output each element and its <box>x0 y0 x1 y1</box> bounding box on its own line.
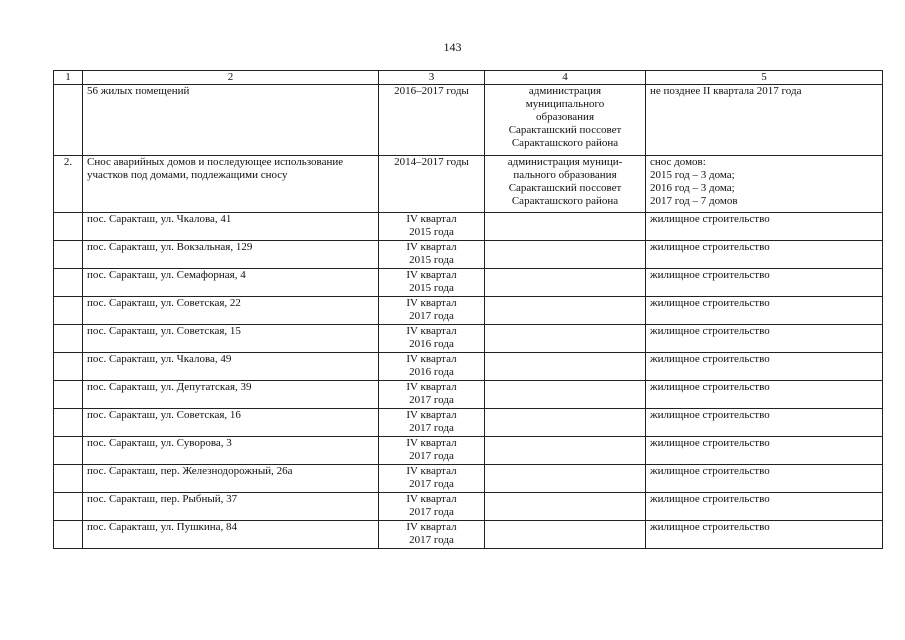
row-executor <box>485 409 646 437</box>
row-executor <box>485 241 646 269</box>
period-line: 2016 года <box>409 338 454 350</box>
row-name: пос. Саракташ, пер. Железнодорожный, 26а <box>83 465 379 493</box>
row-period <box>379 213 485 241</box>
row-period <box>379 269 485 297</box>
column-number: 3 <box>379 71 485 85</box>
period-line: 2015 года <box>409 282 454 294</box>
period-line: IV квартал <box>406 213 457 225</box>
executor-line: Саракташского района <box>511 195 619 207</box>
row-result: жилищное строительство <box>646 465 883 493</box>
table-row <box>54 269 883 297</box>
row-result: жилищное строительство <box>646 521 883 549</box>
row-result: жилищное строительство <box>646 493 883 521</box>
row-period <box>379 409 485 437</box>
row-result: жилищное строительство <box>646 213 883 241</box>
table-row <box>54 353 883 381</box>
row-name: пос. Саракташ, ул. Советская, 15 <box>83 325 379 353</box>
period-line: IV квартал <box>406 409 457 421</box>
executor-line: администрация муници- <box>507 156 623 168</box>
row-result: жилищное строительство <box>646 353 883 381</box>
row-result <box>646 156 883 213</box>
period-line: IV квартал <box>406 269 457 281</box>
period-line: IV квартал <box>406 241 457 253</box>
row-result: жилищное строительство <box>646 241 883 269</box>
row-executor <box>485 269 646 297</box>
period-line: 2017 года <box>409 450 454 462</box>
row-number <box>54 297 83 325</box>
row-name: 56 жилых помещений <box>83 85 379 156</box>
row-number: 2. <box>54 156 83 213</box>
row-period: 2014–2017 годы <box>379 156 485 213</box>
result-line: снос домов: <box>650 156 706 168</box>
table-row <box>54 325 883 353</box>
column-number: 4 <box>485 71 646 85</box>
row-number <box>54 353 83 381</box>
row-name: пос. Саракташ, ул. Советская, 22 <box>83 297 379 325</box>
row-executor <box>485 85 646 156</box>
row-result: жилищное строительство <box>646 409 883 437</box>
row-executor <box>485 465 646 493</box>
period-line: IV квартал <box>406 437 457 449</box>
row-result: жилищное строительство <box>646 269 883 297</box>
row-number <box>54 409 83 437</box>
row-number <box>54 493 83 521</box>
row-name: пос. Саракташ, ул. Суворова, 3 <box>83 437 379 465</box>
row-executor <box>485 213 646 241</box>
executor-line: администрация <box>528 85 602 97</box>
period-line: 2016 года <box>409 366 454 378</box>
row-name: Снос аварийных домов и последующее использование участков под домами, подлежащими сносу <box>83 156 379 213</box>
row-executor <box>485 493 646 521</box>
row-result: жилищное строительство <box>646 297 883 325</box>
row-result: жилищное строительство <box>646 381 883 409</box>
row-executor <box>485 437 646 465</box>
table-row <box>54 521 883 549</box>
row-executor <box>485 156 646 213</box>
table-row <box>54 297 883 325</box>
row-executor <box>485 325 646 353</box>
period-line: IV квартал <box>406 465 457 477</box>
column-number: 1 <box>54 71 83 85</box>
period-line: IV квартал <box>406 325 457 337</box>
row-period: 2016–2017 годы <box>379 85 485 156</box>
result-line: 2016 год – 3 дома; <box>650 182 735 194</box>
period-line: 2015 года <box>409 254 454 266</box>
row-number <box>54 241 83 269</box>
table-row <box>54 213 883 241</box>
period-line: 2017 года <box>409 310 454 322</box>
column-number-row <box>54 71 883 85</box>
row-name: пос. Саракташ, ул. Семафорная, 4 <box>83 269 379 297</box>
row-number <box>54 325 83 353</box>
period-line: IV квартал <box>406 353 457 365</box>
row-executor <box>485 353 646 381</box>
row-executor <box>485 297 646 325</box>
table-row <box>54 381 883 409</box>
executor-line: Саракташский поссовет <box>508 124 622 136</box>
row-result: жилищное строительство <box>646 437 883 465</box>
period-line: IV квартал <box>406 493 457 505</box>
period-line: 2017 года <box>409 506 454 518</box>
executor-line: образования <box>535 111 595 123</box>
executor-line: Саракташского района <box>511 137 619 149</box>
table-row <box>54 409 883 437</box>
row-period <box>379 297 485 325</box>
row-number <box>54 213 83 241</box>
executor-line: Саракташский поссовет <box>508 182 622 194</box>
period-line: IV квартал <box>406 297 457 309</box>
result-line: 2017 год – 7 домов <box>650 195 738 207</box>
row-name: пос. Саракташ, ул. Чкалова, 49 <box>83 353 379 381</box>
row-period <box>379 521 485 549</box>
row-period <box>379 493 485 521</box>
row-number <box>54 437 83 465</box>
period-line: 2015 года <box>409 226 454 238</box>
result-line: не позднее II квартала 2017 года <box>650 85 802 97</box>
row-executor <box>485 381 646 409</box>
table-row <box>54 85 883 156</box>
period-line: 2017 года <box>409 534 454 546</box>
table-row <box>54 437 883 465</box>
row-name: пос. Саракташ, ул. Вокзальная, 129 <box>83 241 379 269</box>
row-period <box>379 381 485 409</box>
column-number: 5 <box>646 71 883 85</box>
row-period <box>379 325 485 353</box>
document-table <box>53 70 883 549</box>
row-number <box>54 465 83 493</box>
row-number <box>54 85 83 156</box>
table-row <box>54 241 883 269</box>
period-line: IV квартал <box>406 521 457 533</box>
row-number <box>54 381 83 409</box>
table-row <box>54 156 883 213</box>
result-line: 2015 год – 3 дома; <box>650 169 735 181</box>
period-line: IV квартал <box>406 381 457 393</box>
row-number <box>54 269 83 297</box>
row-executor <box>485 521 646 549</box>
row-period <box>379 241 485 269</box>
column-number: 2 <box>83 71 379 85</box>
table-row <box>54 493 883 521</box>
address-rows <box>54 213 883 549</box>
row-name: пос. Саракташ, ул. Советская, 16 <box>83 409 379 437</box>
row-name: пос. Саракташ, ул. Депутатская, 39 <box>83 381 379 409</box>
row-name: пос. Саракташ, пер. Рыбный, 37 <box>83 493 379 521</box>
table-row <box>54 465 883 493</box>
period-line: 2017 года <box>409 394 454 406</box>
executor-line: муниципального <box>525 98 605 110</box>
row-period <box>379 465 485 493</box>
row-result: жилищное строительство <box>646 325 883 353</box>
period-line: 2017 года <box>409 422 454 434</box>
row-period <box>379 353 485 381</box>
period-line: 2017 года <box>409 478 454 490</box>
row-result <box>646 85 883 156</box>
row-name: пос. Саракташ, ул. Чкалова, 41 <box>83 213 379 241</box>
page-number: 143 <box>443 40 462 54</box>
row-name: пос. Саракташ, ул. Пушкина, 84 <box>83 521 379 549</box>
row-period <box>379 437 485 465</box>
row-number <box>54 521 83 549</box>
executor-line: пального образования <box>513 169 617 181</box>
